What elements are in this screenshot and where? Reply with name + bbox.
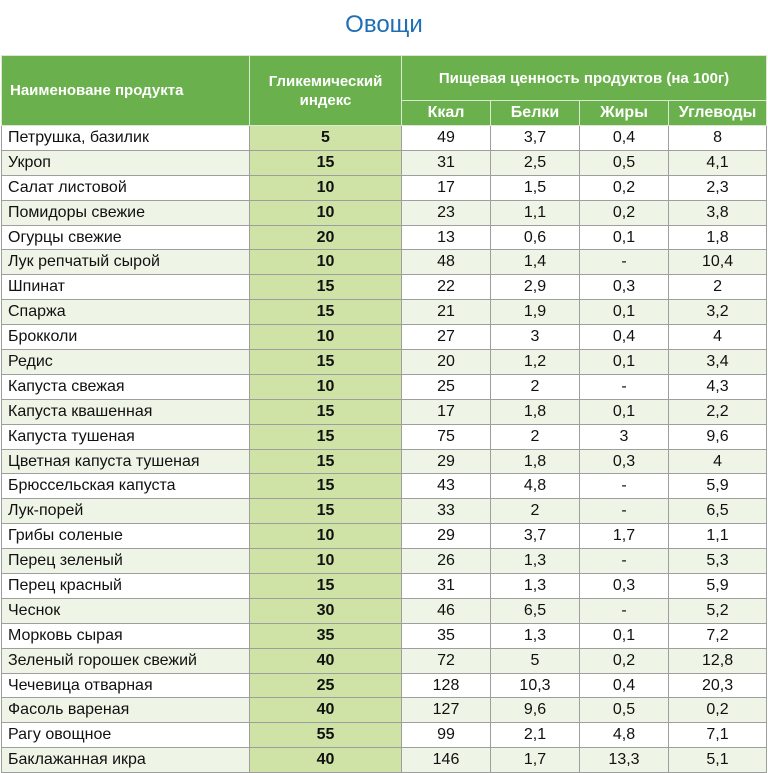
protein-cell: 1,5 [491,175,580,200]
glycemic-index-cell: 10 [250,325,402,350]
protein-cell: 1,8 [491,399,580,424]
carbs-cell: 1,8 [669,225,767,250]
product-name-cell: Лук-порей [2,499,250,524]
protein-cell: 1,4 [491,250,580,275]
carbs-cell: 8 [669,126,767,151]
table-row [2,175,767,200]
glycemic-index-cell: 15 [250,449,402,474]
product-name-cell: Брокколи [2,325,250,350]
kcal-cell: 29 [402,524,491,549]
header-product-name: Наименоване продукта [2,56,250,126]
carbs-cell: 3,4 [669,350,767,375]
product-name-cell: Перец красный [2,574,250,599]
carbs-cell: 12,8 [669,648,767,673]
product-name-cell: Огурцы свежие [2,225,250,250]
glycemic-index-cell: 5 [250,126,402,151]
kcal-cell: 13 [402,225,491,250]
protein-cell: 3,7 [491,524,580,549]
kcal-cell: 72 [402,648,491,673]
protein-cell: 3,7 [491,126,580,151]
glycemic-index-cell: 30 [250,598,402,623]
table-row [2,275,767,300]
table-row [2,350,767,375]
protein-cell: 1,3 [491,623,580,648]
kcal-cell: 35 [402,623,491,648]
carbs-cell: 20,3 [669,673,767,698]
kcal-cell: 127 [402,698,491,723]
fat-cell: 0,3 [580,449,669,474]
table-row [2,499,767,524]
kcal-cell: 20 [402,350,491,375]
page-title: Овощи [345,11,423,38]
glycemic-index-cell: 10 [250,250,402,275]
product-name-cell: Грибы соленые [2,524,250,549]
table-row [2,474,767,499]
protein-cell: 2 [491,374,580,399]
kcal-cell: 29 [402,449,491,474]
glycemic-index-cell: 40 [250,748,402,773]
kcal-cell: 17 [402,175,491,200]
glycemic-index-cell: 10 [250,374,402,399]
product-name-cell: Рагу овощное [2,723,250,748]
glycemic-index-cell: 15 [250,499,402,524]
kcal-cell: 128 [402,673,491,698]
header-kcal: Ккал [402,101,491,126]
carbs-cell: 1,1 [669,524,767,549]
table-row [2,126,767,151]
fat-cell: 0,1 [580,399,669,424]
carbs-cell: 2 [669,275,767,300]
product-name-cell: Капуста свежая [2,374,250,399]
nutrition-table [1,55,767,773]
table-row [2,524,767,549]
fat-cell: 0,1 [580,350,669,375]
product-name-cell: Капуста тушеная [2,424,250,449]
fat-cell: 0,2 [580,175,669,200]
product-name-cell: Морковь сырая [2,623,250,648]
fat-cell: 0,5 [580,698,669,723]
fat-cell: 3 [580,424,669,449]
fat-cell: 4,8 [580,723,669,748]
carbs-cell: 7,2 [669,623,767,648]
header-nutrition-value: Пищевая ценность продуктов (на 100г) [402,56,767,101]
kcal-cell: 17 [402,399,491,424]
glycemic-index-cell: 15 [250,350,402,375]
table-row [2,150,767,175]
product-name-cell: Петрушка, базилик [2,126,250,151]
table-row [2,574,767,599]
table-row [2,549,767,574]
carbs-cell: 3,2 [669,300,767,325]
table-row [2,374,767,399]
kcal-cell: 43 [402,474,491,499]
kcal-cell: 75 [402,424,491,449]
header-glycemic-index: Гликемический индекс [250,56,402,126]
table-row [2,424,767,449]
kcal-cell: 27 [402,325,491,350]
protein-cell: 5 [491,648,580,673]
fat-cell: 0,1 [580,300,669,325]
carbs-cell: 4,3 [669,374,767,399]
protein-cell: 1,2 [491,350,580,375]
kcal-cell: 26 [402,549,491,574]
glycemic-index-cell: 55 [250,723,402,748]
glycemic-index-cell: 15 [250,424,402,449]
protein-cell: 2,1 [491,723,580,748]
table-row [2,449,767,474]
carbs-cell: 5,9 [669,574,767,599]
product-name-cell: Перец зеленый [2,549,250,574]
fat-cell: 0,5 [580,150,669,175]
carbs-cell: 3,8 [669,200,767,225]
product-name-cell: Лук репчатый сырой [2,250,250,275]
product-name-cell: Чеснок [2,598,250,623]
product-name-cell: Шпинат [2,275,250,300]
product-name-cell: Помидоры свежие [2,200,250,225]
fat-cell: 0,3 [580,275,669,300]
table-row [2,623,767,648]
kcal-cell: 22 [402,275,491,300]
carbs-cell: 0,2 [669,698,767,723]
product-name-cell: Салат листовой [2,175,250,200]
glycemic-index-cell: 15 [250,275,402,300]
kcal-cell: 46 [402,598,491,623]
glycemic-index-cell: 10 [250,200,402,225]
glycemic-index-cell: 15 [250,574,402,599]
table-row [2,598,767,623]
protein-cell: 2,9 [491,275,580,300]
fat-cell: - [580,250,669,275]
fat-cell: 0,4 [580,126,669,151]
kcal-cell: 25 [402,374,491,399]
carbs-cell: 2,2 [669,399,767,424]
table-row [2,225,767,250]
table-row [2,325,767,350]
product-name-cell: Фасоль вареная [2,698,250,723]
table-row [2,648,767,673]
glycemic-index-cell: 15 [250,300,402,325]
fat-cell: - [580,499,669,524]
product-name-cell: Укроп [2,150,250,175]
protein-cell: 1,3 [491,574,580,599]
glycemic-index-cell: 20 [250,225,402,250]
fat-cell: 13,3 [580,748,669,773]
table-row [2,300,767,325]
carbs-cell: 7,1 [669,723,767,748]
protein-cell: 1,3 [491,549,580,574]
protein-cell: 3 [491,325,580,350]
kcal-cell: 146 [402,748,491,773]
product-name-cell: Зеленый горошек свежий [2,648,250,673]
protein-cell: 6,5 [491,598,580,623]
fat-cell: - [580,549,669,574]
protein-cell: 2 [491,499,580,524]
carbs-cell: 9,6 [669,424,767,449]
header-fat: Жиры [580,101,669,126]
product-name-cell: Баклажанная икра [2,748,250,773]
carbs-cell: 4 [669,449,767,474]
protein-cell: 9,6 [491,698,580,723]
carbs-cell: 5,2 [669,598,767,623]
kcal-cell: 48 [402,250,491,275]
table-row [2,723,767,748]
glycemic-index-cell: 15 [250,399,402,424]
glycemic-index-cell: 40 [250,648,402,673]
kcal-cell: 33 [402,499,491,524]
protein-cell: 1,7 [491,748,580,773]
kcal-cell: 99 [402,723,491,748]
fat-cell: 0,4 [580,325,669,350]
glycemic-index-cell: 25 [250,673,402,698]
carbs-cell: 4 [669,325,767,350]
glycemic-index-cell: 35 [250,623,402,648]
table-row [2,698,767,723]
glycemic-index-cell: 15 [250,150,402,175]
product-name-cell: Чечевица отварная [2,673,250,698]
glycemic-index-cell: 10 [250,524,402,549]
fat-cell: 1,7 [580,524,669,549]
carbs-cell: 10,4 [669,250,767,275]
kcal-cell: 49 [402,126,491,151]
fat-cell: 0,2 [580,648,669,673]
protein-cell: 1,9 [491,300,580,325]
carbs-cell: 6,5 [669,499,767,524]
protein-cell: 2 [491,424,580,449]
product-name-cell: Капуста квашенная [2,399,250,424]
header-protein: Белки [491,101,580,126]
header-carbs: Углеводы [669,101,767,126]
protein-cell: 1,8 [491,449,580,474]
carbs-cell: 4,1 [669,150,767,175]
product-name-cell: Спаржа [2,300,250,325]
fat-cell: 0,2 [580,200,669,225]
kcal-cell: 21 [402,300,491,325]
fat-cell: - [580,474,669,499]
glycemic-index-cell: 15 [250,474,402,499]
fat-cell: 0,1 [580,225,669,250]
product-name-cell: Редис [2,350,250,375]
carbs-cell: 2,3 [669,175,767,200]
table-row [2,250,767,275]
protein-cell: 10,3 [491,673,580,698]
glycemic-index-cell: 40 [250,698,402,723]
product-name-cell: Цветная капуста тушеная [2,449,250,474]
kcal-cell: 31 [402,150,491,175]
fat-cell: - [580,598,669,623]
table-body [2,126,767,773]
table-row [2,748,767,773]
product-name-cell: Брюссельская капуста [2,474,250,499]
protein-cell: 4,8 [491,474,580,499]
glycemic-index-cell: 10 [250,175,402,200]
table-row [2,673,767,698]
glycemic-index-cell: 10 [250,549,402,574]
fat-cell: - [580,374,669,399]
protein-cell: 0,6 [491,225,580,250]
table-row [2,200,767,225]
protein-cell: 1,1 [491,200,580,225]
fat-cell: 0,4 [580,673,669,698]
table-row [2,399,767,424]
kcal-cell: 31 [402,574,491,599]
carbs-cell: 5,3 [669,549,767,574]
kcal-cell: 23 [402,200,491,225]
protein-cell: 2,5 [491,150,580,175]
fat-cell: 0,3 [580,574,669,599]
fat-cell: 0,1 [580,623,669,648]
carbs-cell: 5,9 [669,474,767,499]
carbs-cell: 5,1 [669,748,767,773]
